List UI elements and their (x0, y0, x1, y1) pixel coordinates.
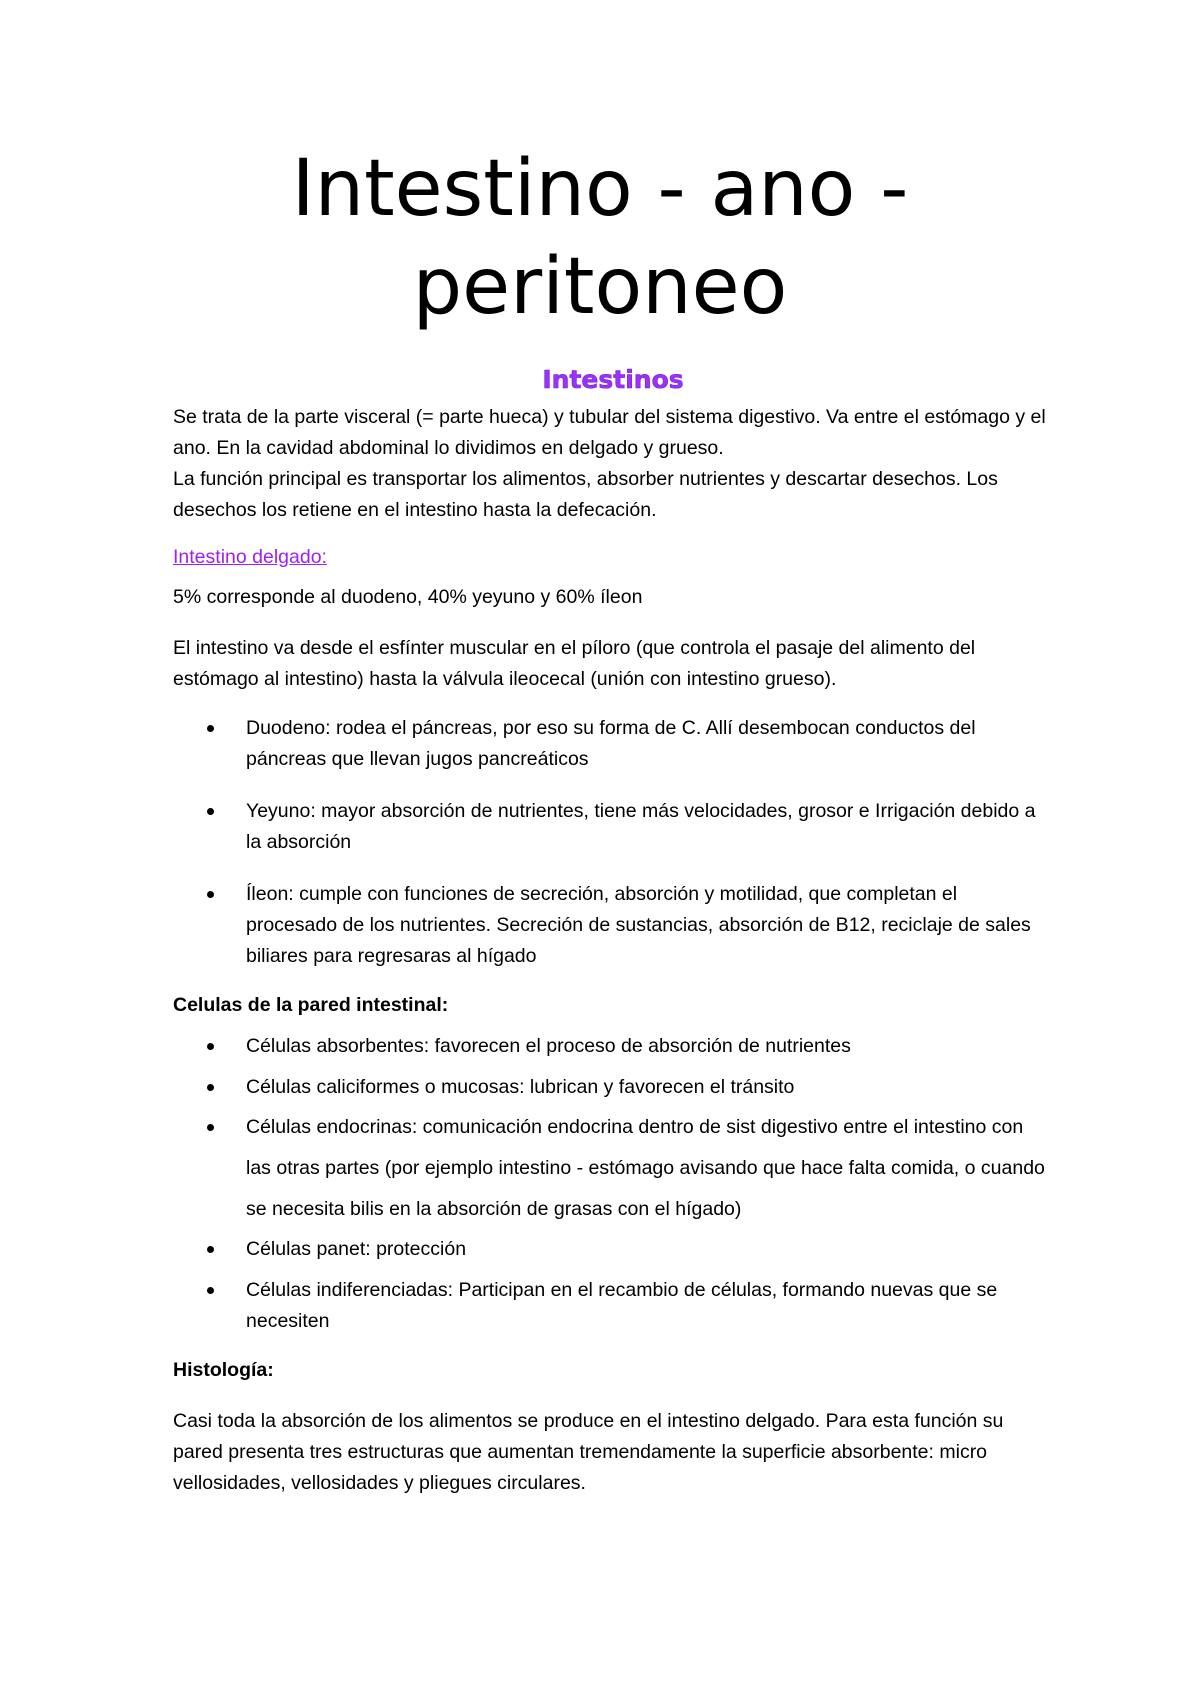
histologia-paragraph: Casi toda la absorción de los alimentos se produce en el intestino delgado. Para esta función su pared presenta tres estructuras que aumentan tremendamente la superficie absorbente: micro vellosidades, vellosidades y pliegues circulares. (173, 1410, 1004, 1494)
celulas-list (173, 1031, 1053, 1337)
bullet-icon (207, 891, 214, 898)
proportions-paragraph: 5% corresponde al duodeno, 40% yeyuno y 60% íleon (173, 586, 643, 608)
list-item-celulas-indiferenciadas: Células indiferenciadas: Participan en el recambio de células, formando nuevas que se necesiten (173, 1275, 1053, 1337)
list-item-celulas-absorbentes: Células absorbentes: favorecen el proceso de absorción de nutrientes (173, 1031, 1053, 1062)
subheading-intestino-delgado (173, 542, 1053, 573)
section-heading-intestinos: Intestinos (542, 365, 684, 394)
list-item-celulas-caliciformes: Células caliciformes o mucosas: lubrican y favorecen el tránsito (173, 1072, 1053, 1103)
bullet-icon (207, 1084, 214, 1091)
bullet-icon (207, 725, 214, 732)
list-item-yeyuno: Yeyuno: mayor absorción de nutrientes, tiene más velocidades, grosor e Irrigación debido a la absorción (173, 796, 1053, 858)
list-item-celulas-endocrinas: Células endocrinas: comunicación endocrina dentro de sist digestivo entre el intestino con las otras partes (por ejemplo intestino - estómago avisando que hace falta comida, o cuando se necesita bilis en la absorción de grasas con el hígado) (173, 1107, 1053, 1230)
bullet-icon (207, 1124, 214, 1131)
list-item-ileon: Íleon: cumple con funciones de secreción, absorción y motilidad, que completan el procesado de los nutrientes. Secreción de sustancias, absorción de B12, reciclaje de sales biliares para regresaras al hígado (173, 879, 1053, 972)
bullet-icon (207, 1246, 214, 1253)
title-line-1: Intestino - ano - (291, 144, 909, 234)
document-title (0, 140, 1200, 336)
document-body (173, 364, 1053, 1499)
bullet-icon (207, 808, 214, 815)
list-item-duodeno: Duodeno: rodea el páncreas, por eso su forma de C. Allí desembocan conductos del páncreas que llevan jugos pancreáticos (173, 713, 1053, 775)
delgado-description: El intestino va desde el esfínter muscular en el píloro (que controla el pasaje del alimento del estómago al intestino) hasta la válvula ileocecal (unión con intestino grueso). (173, 637, 976, 690)
title-line-2: peritoneo (412, 242, 788, 332)
bullet-icon (207, 1287, 214, 1294)
intestino-delgado-link[interactable]: Intestino delgado: (173, 546, 327, 568)
list-item-celulas-panet: Células panet: protección (173, 1234, 1053, 1265)
delgado-parts-list (173, 713, 1053, 972)
subheading-celulas: Celulas de la pared intestinal: (173, 994, 449, 1016)
bullet-icon (207, 1043, 214, 1050)
subheading-histologia: Histología: (173, 1359, 274, 1381)
intro-paragraph-1: Se trata de la parte visceral (= parte hueca) y tubular del sistema digestivo. Va entre el estómago y el ano. En la cavidad abdominal lo dividimos en delgado y grueso. (173, 406, 1046, 459)
intro-paragraph-2: La función principal es transportar los alimentos, absorber nutrientes y descartar desechos. Los desechos los retiene en el intestino hasta la defecación. (173, 468, 998, 521)
